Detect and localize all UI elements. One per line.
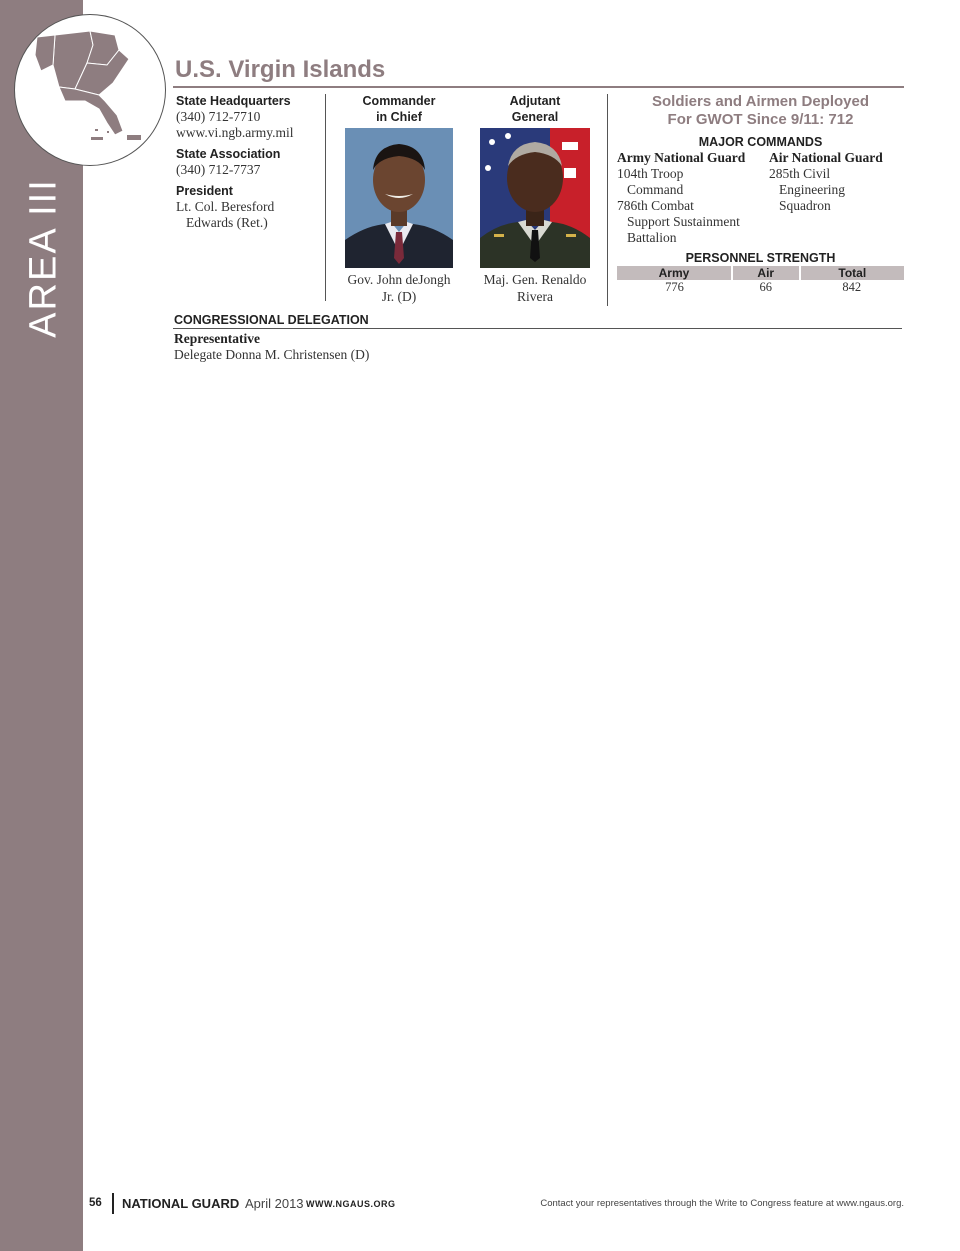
congressional-heading: CONGRESSIONAL DELEGATION [174,313,369,327]
page-footer [89,1196,904,1214]
table-row [617,280,904,294]
area-sidebar [0,0,83,1251]
commander-name-line1: Gov. John deJongh [347,272,451,287]
air-commands-heading: Air National Guard [769,150,883,165]
hq-website: www.vi.ngb.army.mil [176,125,294,140]
commander-role-line1: Commander [362,94,436,108]
air-strength: 66 [759,280,772,294]
adjutant-role-line2: General [511,110,559,124]
congressional-delegation [174,331,369,363]
magazine-name: NATIONAL GUARD [122,1196,240,1211]
president-name-line1: Lt. Col. Beresford [176,199,275,214]
adjutant-photo [480,128,590,268]
footer-divider [112,1193,114,1214]
personnel-strength-table [617,266,904,294]
commander-role-line2: in Chief [376,110,422,124]
major-commands [617,150,904,246]
table-header-army: Army [617,266,732,280]
total-strength: 842 [842,280,862,294]
assoc-label: State Association [176,147,281,161]
air-commands [769,150,904,246]
representative-name: Delegate Donna M. Christensen (D) [174,347,370,362]
list-item: 104th Troop Command [617,166,684,197]
adjutant-general [475,93,595,305]
representative-label: Representative [174,331,260,346]
commander-in-chief [339,93,459,305]
title-rule [173,86,904,88]
congressional-rule [173,328,902,329]
list-item: 285th Civil Engineering Squadron [769,166,845,213]
hq-label: State Headquarters [176,94,291,108]
issue-date: April 2013 [245,1196,304,1211]
army-commands [617,150,769,246]
divider-right [607,94,608,306]
table-header-air: Air [732,266,800,280]
footer-site-link[interactable]: WWW.NGAUS.ORG [306,1199,396,1209]
deployed-line1: Soldiers and Airmen Deployed [652,93,869,110]
commander-photo [345,128,453,268]
adjutant-name-line2: Rivera [517,289,553,304]
table-header-row [617,266,904,280]
adjutant-role-line1: Adjutant [509,94,561,108]
adjutant-name-line1: Maj. Gen. Renaldo [483,272,587,287]
army-commands-heading: Army National Guard [617,150,746,165]
locator-map [14,14,166,166]
army-strength: 776 [665,280,684,294]
page-number: 56 [89,1197,102,1209]
major-commands-heading: MAJOR COMMANDS [698,135,823,149]
deployed-line2: For GWOT Since 9/11: 712 [667,111,854,128]
list-item: 786th Combat Support Sustainment Battalion [617,198,740,245]
area-label: AREA III [22,178,65,338]
footer-note: Contact your representatives through the Write to Congress feature at www.ngaus.org. [540,1198,904,1209]
right-column [617,93,904,294]
southeast-map-icon [15,15,165,165]
commander-name-line2: Jr. (D) [381,289,417,304]
personnel-strength-heading: PERSONNEL STRENGTH [685,251,836,265]
assoc-phone: (340) 712-7737 [176,162,261,177]
president-label: President [176,184,233,198]
contact-column [176,93,321,231]
page-title: U.S. Virgin Islands [175,56,386,83]
hq-phone: (340) 712-7710 [176,109,261,124]
table-header-total: Total [800,266,904,280]
president-name-line2: Edwards (Ret.) [186,215,268,230]
divider-left [325,94,326,301]
